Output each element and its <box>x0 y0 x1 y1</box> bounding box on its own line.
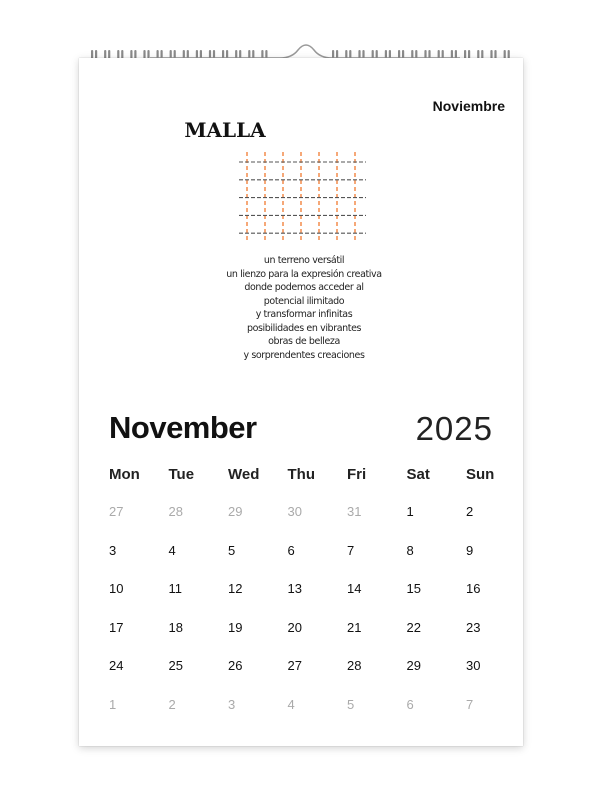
day-cell-other-month: 6 <box>406 696 414 712</box>
day-cell: 21 <box>347 619 362 635</box>
year-title: 2025 <box>415 410 493 447</box>
day-cell: 7 <box>347 542 355 558</box>
weekday-mon: Mon <box>109 466 140 483</box>
day-cell: 25 <box>168 658 183 673</box>
grid-artwork <box>239 150 369 245</box>
month-spanish-label: Noviembre <box>432 98 505 114</box>
day-cell: 28 <box>347 658 362 673</box>
day-cell: 22 <box>406 619 421 635</box>
poem-line: donde podemos acceder al <box>244 282 364 293</box>
poem <box>179 254 429 362</box>
artwork-title: MALLA <box>184 118 266 142</box>
day-cell-other-month: 2 <box>168 696 176 712</box>
poem-line: obras de belleza <box>268 336 340 347</box>
day-cell: 23 <box>466 619 481 635</box>
day-cell: 27 <box>287 658 302 673</box>
weekday-tue: Tue <box>168 466 195 483</box>
day-cell-other-month: 30 <box>287 504 302 519</box>
day-cell: 19 <box>228 619 243 635</box>
day-cell: 13 <box>287 581 302 596</box>
month-title: November <box>109 410 257 445</box>
day-cell: 12 <box>228 581 243 596</box>
day-cell: 15 <box>406 581 421 596</box>
day-cell-other-month: 29 <box>228 504 243 519</box>
day-cell: 18 <box>168 619 183 635</box>
weekday-fri: Fri <box>347 466 367 483</box>
day-cell-other-month: 5 <box>347 696 355 712</box>
day-cell-other-month: 31 <box>347 504 362 519</box>
day-cell: 26 <box>228 658 243 673</box>
day-cell: 1 <box>406 504 414 519</box>
day-cell: 29 <box>406 658 421 673</box>
day-cell: 9 <box>466 542 474 558</box>
day-cell-other-month: 1 <box>109 696 117 712</box>
day-cell: 30 <box>466 658 481 673</box>
day-cell: 10 <box>109 581 124 596</box>
day-cell: 8 <box>406 542 414 558</box>
day-cell-other-month: 7 <box>466 696 474 712</box>
calendar-page <box>79 58 523 746</box>
weekday-sat: Sat <box>406 466 430 483</box>
day-cell-other-month: 28 <box>168 504 183 519</box>
day-cell: 2 <box>466 504 474 519</box>
weekday-header <box>109 466 509 483</box>
weekday-wed: Wed <box>228 466 260 483</box>
weekday-sun: Sun <box>466 466 495 483</box>
day-cell-other-month: 3 <box>228 696 236 712</box>
day-cell: 5 <box>228 542 236 558</box>
day-cell: 17 <box>109 619 124 635</box>
poem-line: y sorprendentes creaciones <box>243 349 365 361</box>
day-cell: 24 <box>109 658 124 673</box>
day-cell: 4 <box>168 542 176 558</box>
day-grid <box>109 504 529 735</box>
weekday-thu: Thu <box>287 466 315 483</box>
poem-line: posibilidades en vibrantes <box>246 322 362 334</box>
day-cell: 14 <box>347 581 362 596</box>
poem-line: potencial ilimitado <box>263 295 345 307</box>
day-cell-other-month: 4 <box>287 696 295 712</box>
day-cell: 20 <box>287 619 302 635</box>
day-cell: 3 <box>109 542 117 558</box>
day-cell: 6 <box>287 542 295 558</box>
poem-line: y transformar infinitas <box>255 309 353 320</box>
day-cell-other-month: 27 <box>109 504 124 519</box>
day-cell: 11 <box>168 581 182 596</box>
poem-line: un terreno versátil <box>263 255 345 266</box>
day-cell: 16 <box>466 581 481 596</box>
poem-line: un lienzo para la expresión creativa <box>226 268 382 280</box>
